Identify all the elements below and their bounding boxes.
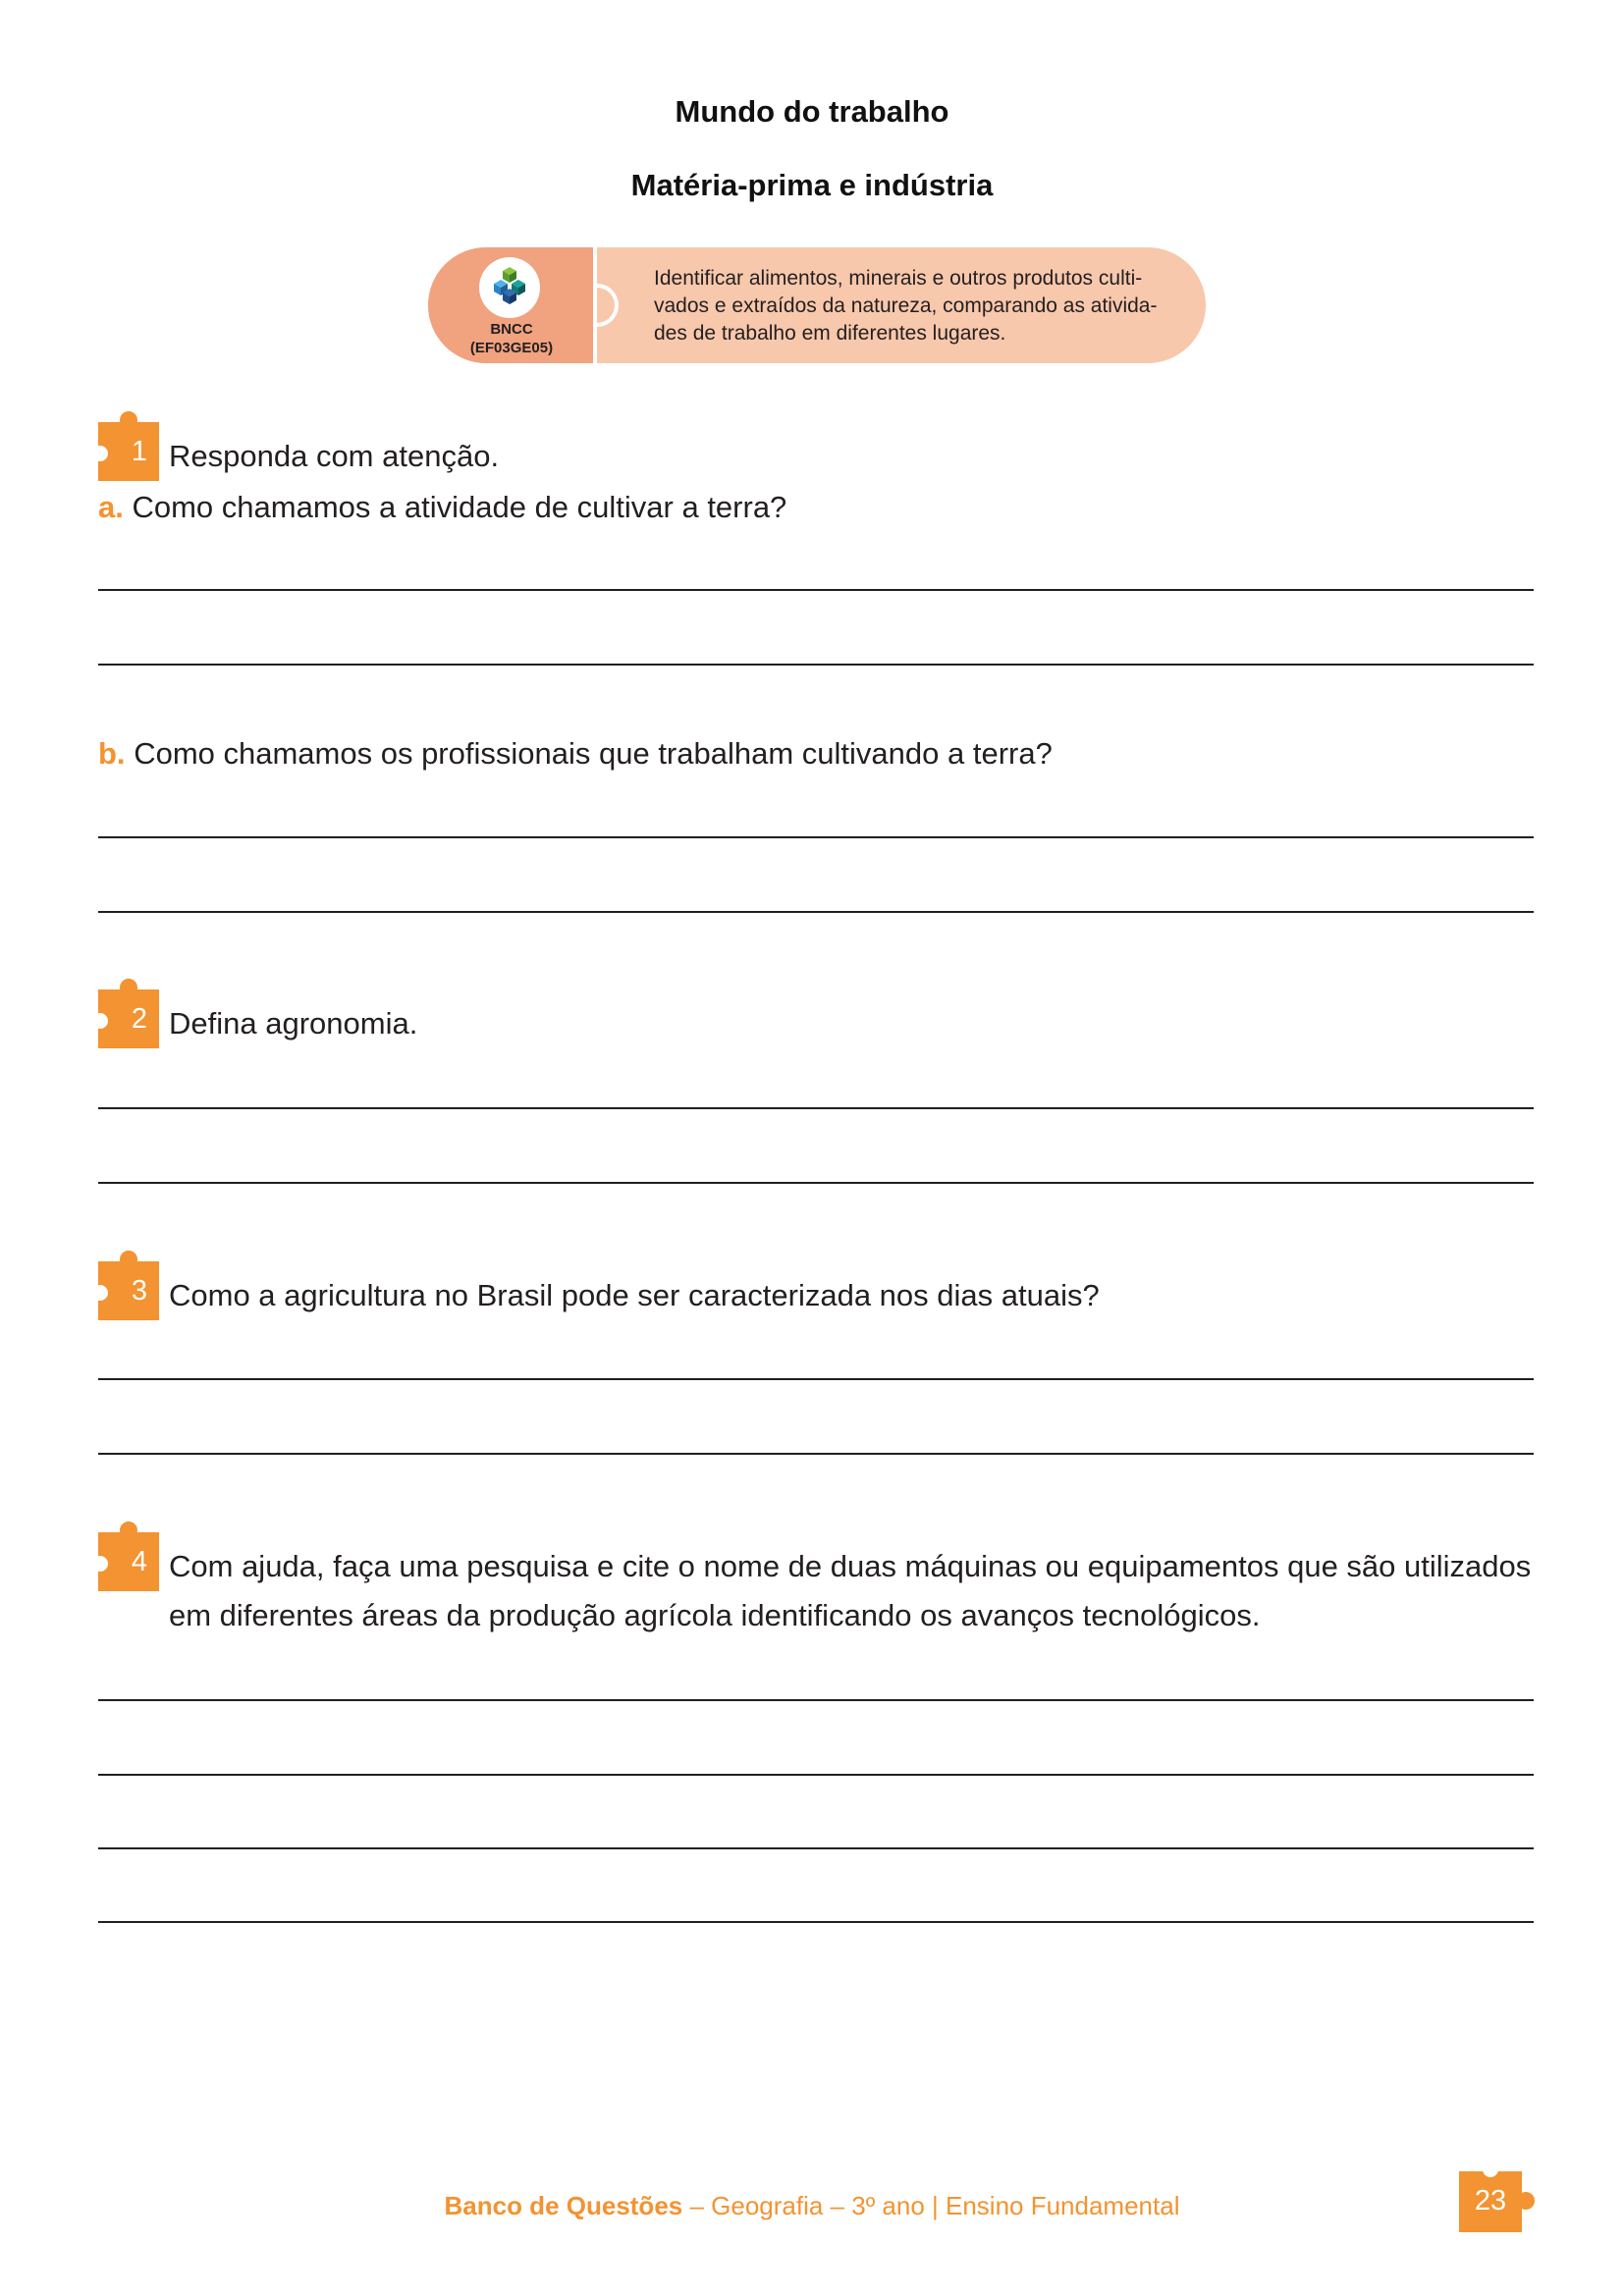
- answer-line[interactable]: [98, 1847, 1534, 1849]
- answer-line[interactable]: [98, 1182, 1534, 1184]
- bncc-description-line: vados e extraídos da natureza, comparando as ativida-: [654, 294, 1158, 317]
- page-number-badge: [1459, 2163, 1543, 2232]
- bncc-description-line: Identificar alimentos, minerais e outros produtos culti-: [654, 267, 1143, 290]
- answer-line[interactable]: [98, 836, 1534, 838]
- bncc-label: BNCC: [490, 321, 533, 338]
- answer-line[interactable]: [98, 1774, 1534, 1776]
- item-text: Como chamamos os profissionais que trabalham cultivando a terra?: [134, 736, 1053, 771]
- question-text-line: em diferentes áreas da produção agrícola identificando os avanços tecnológicos.: [169, 1598, 1261, 1632]
- answer-line[interactable]: [98, 589, 1534, 591]
- question-number: 3: [131, 1275, 148, 1307]
- bncc-cubes-icon: [479, 257, 540, 318]
- answer-line[interactable]: [98, 1107, 1534, 1109]
- bncc-description: [654, 265, 1184, 347]
- item-text: Como chamamos a atividade de cultivar a terra?: [132, 490, 787, 524]
- question-text: Defina agronomia.: [169, 1006, 418, 1041]
- answer-line[interactable]: [98, 1921, 1534, 1923]
- bncc-code: (EF03GE05): [469, 340, 554, 356]
- question-text-line: Com ajuda, faça uma pesquisa e cite o nome de duas máquinas ou equipamentos que são utilizados: [169, 1549, 1532, 1583]
- item-letter: b.: [98, 736, 126, 771]
- question-number-badge: [98, 978, 161, 1041]
- bncc-box: [428, 247, 1206, 363]
- question-number: 2: [131, 1003, 148, 1035]
- question-text: Responda com atenção.: [169, 439, 500, 473]
- answer-line[interactable]: [98, 1699, 1534, 1701]
- answer-line[interactable]: [98, 664, 1534, 666]
- question-number: 1: [131, 436, 148, 467]
- page-number: 23: [1474, 2185, 1507, 2216]
- question-number-badge: [98, 1250, 161, 1312]
- answer-line[interactable]: [98, 1453, 1534, 1455]
- item-letter: a.: [98, 490, 124, 524]
- puzzle-divider: [593, 247, 597, 363]
- footer-rest: – Geografia – 3º ano | Ensino Fundamental: [682, 2191, 1180, 2220]
- footer-bold: Banco de Questões: [444, 2191, 683, 2220]
- question-number-badge: [98, 410, 161, 473]
- section-title: Mundo do trabalho: [675, 94, 949, 129]
- question-item: [98, 729, 1053, 778]
- footer: [0, 2191, 1624, 2221]
- bncc-description-line: des de trabalho em diferentes lugares.: [654, 322, 1006, 345]
- question-number-badge: [98, 1521, 161, 1583]
- subsection-title: Matéria-prima e indústria: [630, 168, 994, 202]
- bncc-code-panel: [428, 247, 595, 363]
- question-text: Como a agricultura no Brasil pode ser caracterizada nos dias atuais?: [169, 1278, 1100, 1312]
- question-number: 4: [131, 1546, 148, 1577]
- question-item: [98, 483, 786, 532]
- answer-line[interactable]: [98, 1378, 1534, 1380]
- answer-line[interactable]: [98, 911, 1534, 913]
